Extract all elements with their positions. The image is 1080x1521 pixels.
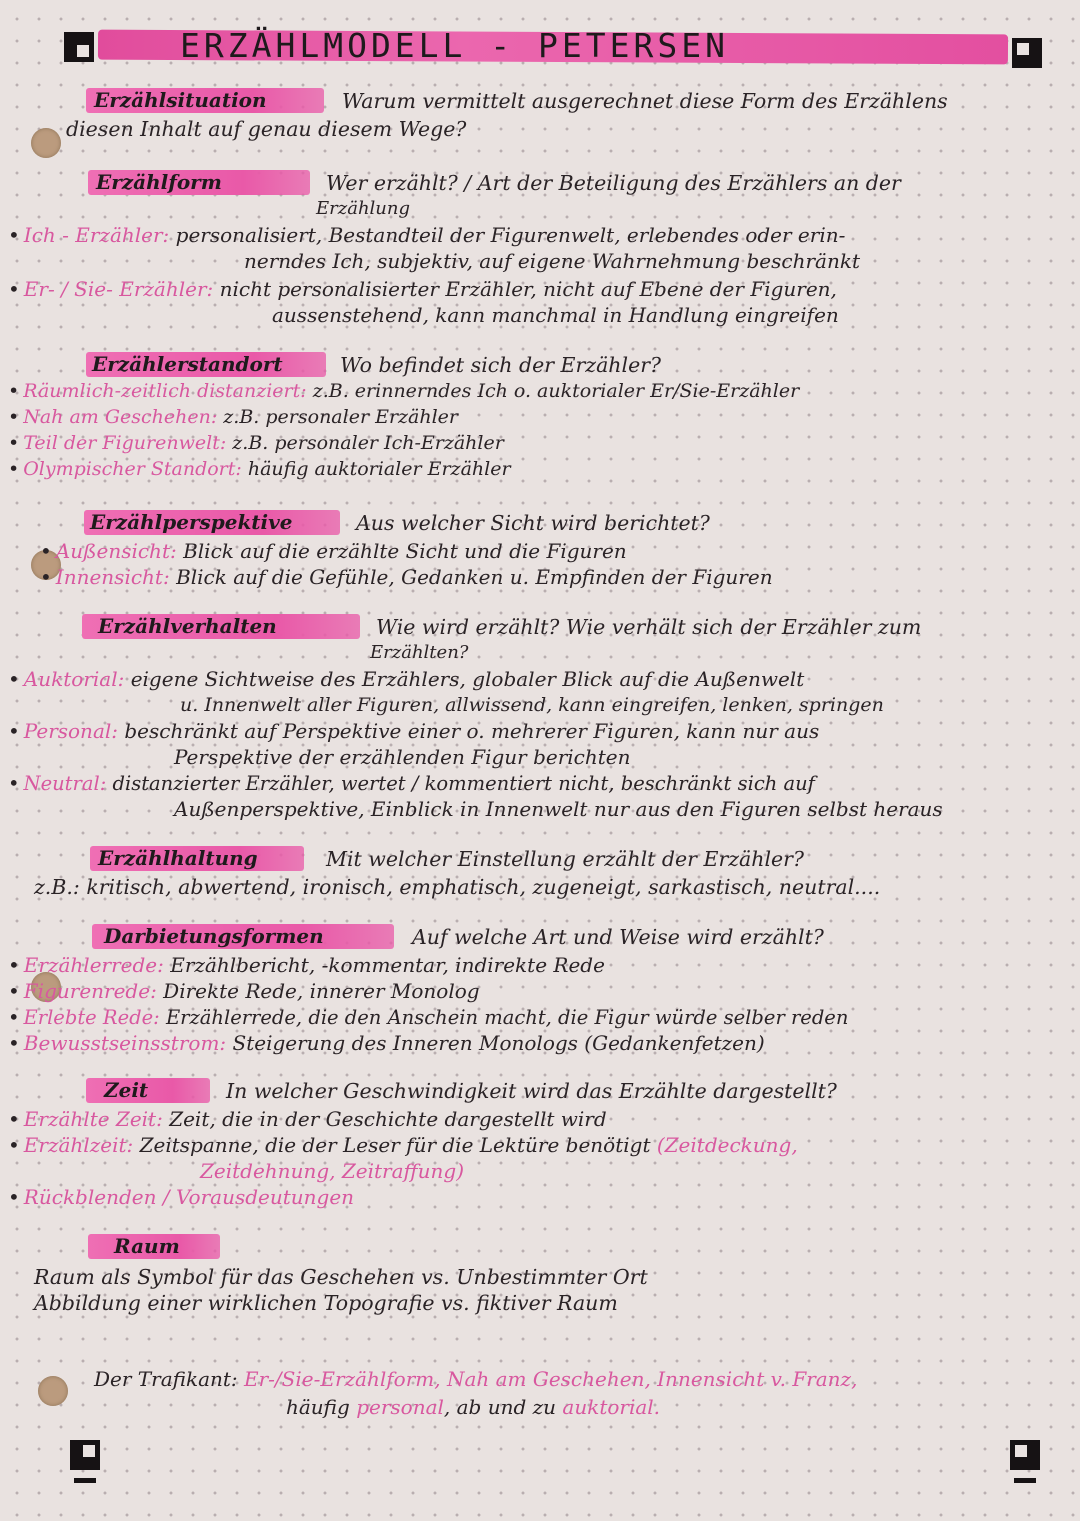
trafikant-word: , ab und zu (443, 1395, 557, 1419)
corner-mark-bottom-left (70, 1440, 100, 1470)
item-term: Erzählerrede: (23, 953, 164, 977)
item-term: Teil der Figurenwelt: (23, 432, 227, 454)
item-term: Ich - Erzähler: (23, 223, 170, 247)
list-item: • Rückblenden / Vorausdeutungen (8, 1185, 355, 1209)
section-heading: Zeit (104, 1078, 149, 1102)
item-term: Er- / Sie- Erzähler: (23, 277, 214, 301)
section-question: In welcher Geschwindigkeit wird das Erzählte dargestellt? (226, 1079, 837, 1103)
section-heading: Darbietungsformen (104, 924, 324, 948)
list-item-continued: Außenperspektive, Einblick in Innenwelt nur aus den Figuren selbst heraus (174, 797, 943, 821)
item-text: Blick auf die erzählte Sicht und die Figuren (183, 539, 627, 563)
item-extra: Zeitdehnung, Zeitraffung) (200, 1159, 465, 1183)
section-heading: Erzählperspektive (90, 510, 293, 534)
corner-underline-right (1014, 1478, 1036, 1483)
punch-hole (31, 128, 61, 158)
section-heading: Raum (114, 1234, 180, 1258)
section-question: Erzählten? (370, 642, 469, 663)
item-term: Erzählzeit: (23, 1133, 134, 1157)
list-item: • Bewusstseinsstrom: Steigerung des Inneren Monologs (Gedankenfetzen) (8, 1031, 765, 1055)
trafikant-line-2 (286, 1394, 660, 1420)
section-question: Wie wird erzählt? Wie verhält sich der Erzähler zum (376, 615, 922, 639)
text-line: Abbildung einer wirklichen Topografie vs. fiktiver Raum (34, 1291, 618, 1315)
corner-mark-bottom-right (1010, 1440, 1040, 1470)
item-term: Figurenrede: (23, 979, 157, 1003)
item-term: Erlebte Rede: (23, 1006, 160, 1029)
section-question: Aus welcher Sicht wird berichtet? (356, 511, 710, 535)
item-text: nicht personalisierter Erzähler, nicht auf Ebene der Figuren, (219, 277, 837, 301)
corner-mark-top-right (1012, 38, 1042, 68)
item-text: eigene Sichtweise des Erzählers, globaler Blick auf die Außenwelt (130, 667, 805, 691)
item-text: Erzählbericht, -kommentar, indirekte Rede (170, 953, 605, 977)
item-term: Rückblenden / Vorausdeutungen (23, 1185, 355, 1209)
section-question: Mit welcher Einstellung erzählt der Erzähler? (326, 847, 804, 871)
section-question: Warum vermittelt ausgerechnet diese Form des Erzählens (342, 89, 948, 113)
list-item-continued: Perspektive der erzählenden Figur berichten (174, 745, 631, 769)
list-item: • Teil der Figurenwelt: z.B. personaler Ich-Erzähler (8, 432, 504, 454)
item-text: Direkte Rede, innerer Monolog (163, 979, 480, 1003)
corner-mark-top-left (64, 32, 94, 62)
list-item-continued: u. Innenwelt aller Figuren, allwissend, kann eingreifen, lenken, springen (180, 694, 884, 716)
item-text: Zeitspanne, die der Leser für die Lektüre benötigt (139, 1133, 651, 1157)
list-item: • Figurenrede: Direkte Rede, innerer Monolog (8, 979, 480, 1003)
list-item: • Olympischer Standort: häufig auktorialer Erzähler (8, 458, 511, 480)
list-item: • Erlebte Rede: Erzählerrede, die den Anschein macht, die Figur würde selber reden (8, 1006, 849, 1029)
item-text: Blick auf die Gefühle, Gedanken u. Empfinden der Figuren (176, 565, 773, 589)
section-heading: Erzählform (96, 170, 222, 194)
trafikant-line (94, 1366, 857, 1392)
page-title: ERZÄHLMODELL - PETERSEN (180, 26, 729, 65)
item-text: z.B. personaler Ich-Erzähler (232, 432, 504, 454)
item-term: Räumlich-zeitlich distanziert: (23, 380, 307, 402)
item-text: Zeit, die in der Geschichte dargestellt wird (169, 1107, 607, 1131)
item-text: Erzählerrede, die den Anschein macht, die Figur würde selber reden (165, 1006, 849, 1029)
list-item: • Auktorial: eigene Sichtweise des Erzählers, globaler Blick auf die Außenwelt (8, 667, 805, 691)
trafikant-word-personal: personal (356, 1395, 444, 1419)
examples-line: z.B.: kritisch, abwertend, ironisch, emphatisch, zugeneigt, sarkastisch, neutral.... (34, 875, 881, 899)
trafikant-word: häufig (286, 1395, 350, 1419)
item-term: Innensicht: (55, 565, 170, 589)
list-item-continued: nerndes Ich, subjektiv, auf eigene Wahrnehmung beschränkt (244, 249, 860, 273)
list-item: • Er- / Sie- Erzähler: nicht personalisierter Erzähler, nicht auf Ebene der Figuren, (8, 277, 837, 301)
trafikant-word-auktorial: auktorial. (562, 1395, 661, 1419)
list-item: • Neutral: distanzierter Erzähler, wertet / kommentiert nicht, beschränkt sich auf (8, 772, 815, 795)
item-text: z.B. personaler Erzähler (223, 406, 459, 428)
item-text: beschränkt auf Perspektive einer o. mehrerer Figuren, kann nur aus (124, 719, 820, 743)
list-item: • Außensicht: Blick auf die erzählte Sicht und die Figuren (40, 539, 627, 563)
item-text: z.B. erinnerndes Ich o. auktorialer Er/Sie-Erzähler (312, 380, 800, 402)
item-term: Neutral: (23, 772, 107, 795)
section-question: Auf welche Art und Weise wird erzählt? (412, 925, 824, 949)
section-heading: Erzählerstandort (92, 352, 283, 376)
item-term: Olympischer Standort: (23, 458, 242, 480)
section-question: Wer erzählt? / Art der Beteiligung des Erzählers an der (326, 171, 901, 195)
list-item: • Innensicht: Blick auf die Gefühle, Gedanken u. Empfinden der Figuren (40, 565, 773, 589)
item-term: Nah am Geschehen: (23, 406, 218, 428)
list-item: • Ich - Erzähler: personalisiert, Bestandteil der Figurenwelt, erlebendes oder erin- (8, 223, 846, 247)
item-term: Bewusstseinsstrom: (23, 1031, 227, 1055)
list-item: • Erzählzeit: Zeitspanne, die der Leser für die Lektüre benötigt (Zeitdeckung, (8, 1133, 798, 1157)
corner-underline-left (74, 1478, 96, 1483)
item-term: Außensicht: (55, 539, 177, 563)
item-term: Personal: (23, 719, 118, 743)
item-text: personalisiert, Bestandteil der Figurenwelt, erlebendes oder erin- (175, 223, 846, 247)
list-item: • Personal: beschränkt auf Perspektive einer o. mehrerer Figuren, kann nur aus (8, 719, 820, 743)
item-text: Steigerung des Inneren Monologs (Gedankenfetzen) (232, 1031, 765, 1055)
section-heading: Erzählverhalten (98, 614, 277, 638)
item-term: Erzählte Zeit: (23, 1107, 163, 1131)
item-text: distanzierter Erzähler, wertet / kommentiert nicht, beschränkt sich auf (112, 772, 815, 795)
trafikant-label: Der Trafikant: (94, 1367, 238, 1391)
text-line: Raum als Symbol für das Geschehen vs. Unbestimmter Ort (34, 1265, 648, 1289)
list-item: • Erzählte Zeit: Zeit, die in der Geschichte dargestellt wird (8, 1107, 607, 1131)
item-text: häufig auktorialer Erzähler (247, 458, 511, 480)
item-term: Auktorial: (23, 667, 125, 691)
list-item: • Erzählerrede: Erzählbericht, -kommentar, indirekte Rede (8, 953, 605, 977)
section-heading: Erzählsituation (94, 88, 267, 112)
list-item-continued: aussenstehend, kann manchmal in Handlung eingreifen (272, 303, 839, 327)
list-item-continued (200, 1158, 464, 1185)
list-item: • Räumlich-zeitlich distanziert: z.B. erinnerndes Ich o. auktorialer Er/Sie-Erzähler (8, 380, 800, 402)
trafikant-text: Er-/Sie-Erzählform, Nah am Geschehen, Innensicht v. Franz, (244, 1367, 858, 1391)
list-item: • Nah am Geschehen: z.B. personaler Erzähler (8, 406, 459, 428)
item-extra: (Zeitdeckung, (656, 1133, 798, 1157)
section-question: Wo befindet sich der Erzähler? (340, 353, 661, 377)
section-question: Erzählung (316, 198, 411, 219)
punch-hole (38, 1376, 68, 1406)
section-question: diesen Inhalt auf genau diesem Wege? (66, 117, 467, 141)
section-heading: Erzählhaltung (98, 846, 258, 870)
